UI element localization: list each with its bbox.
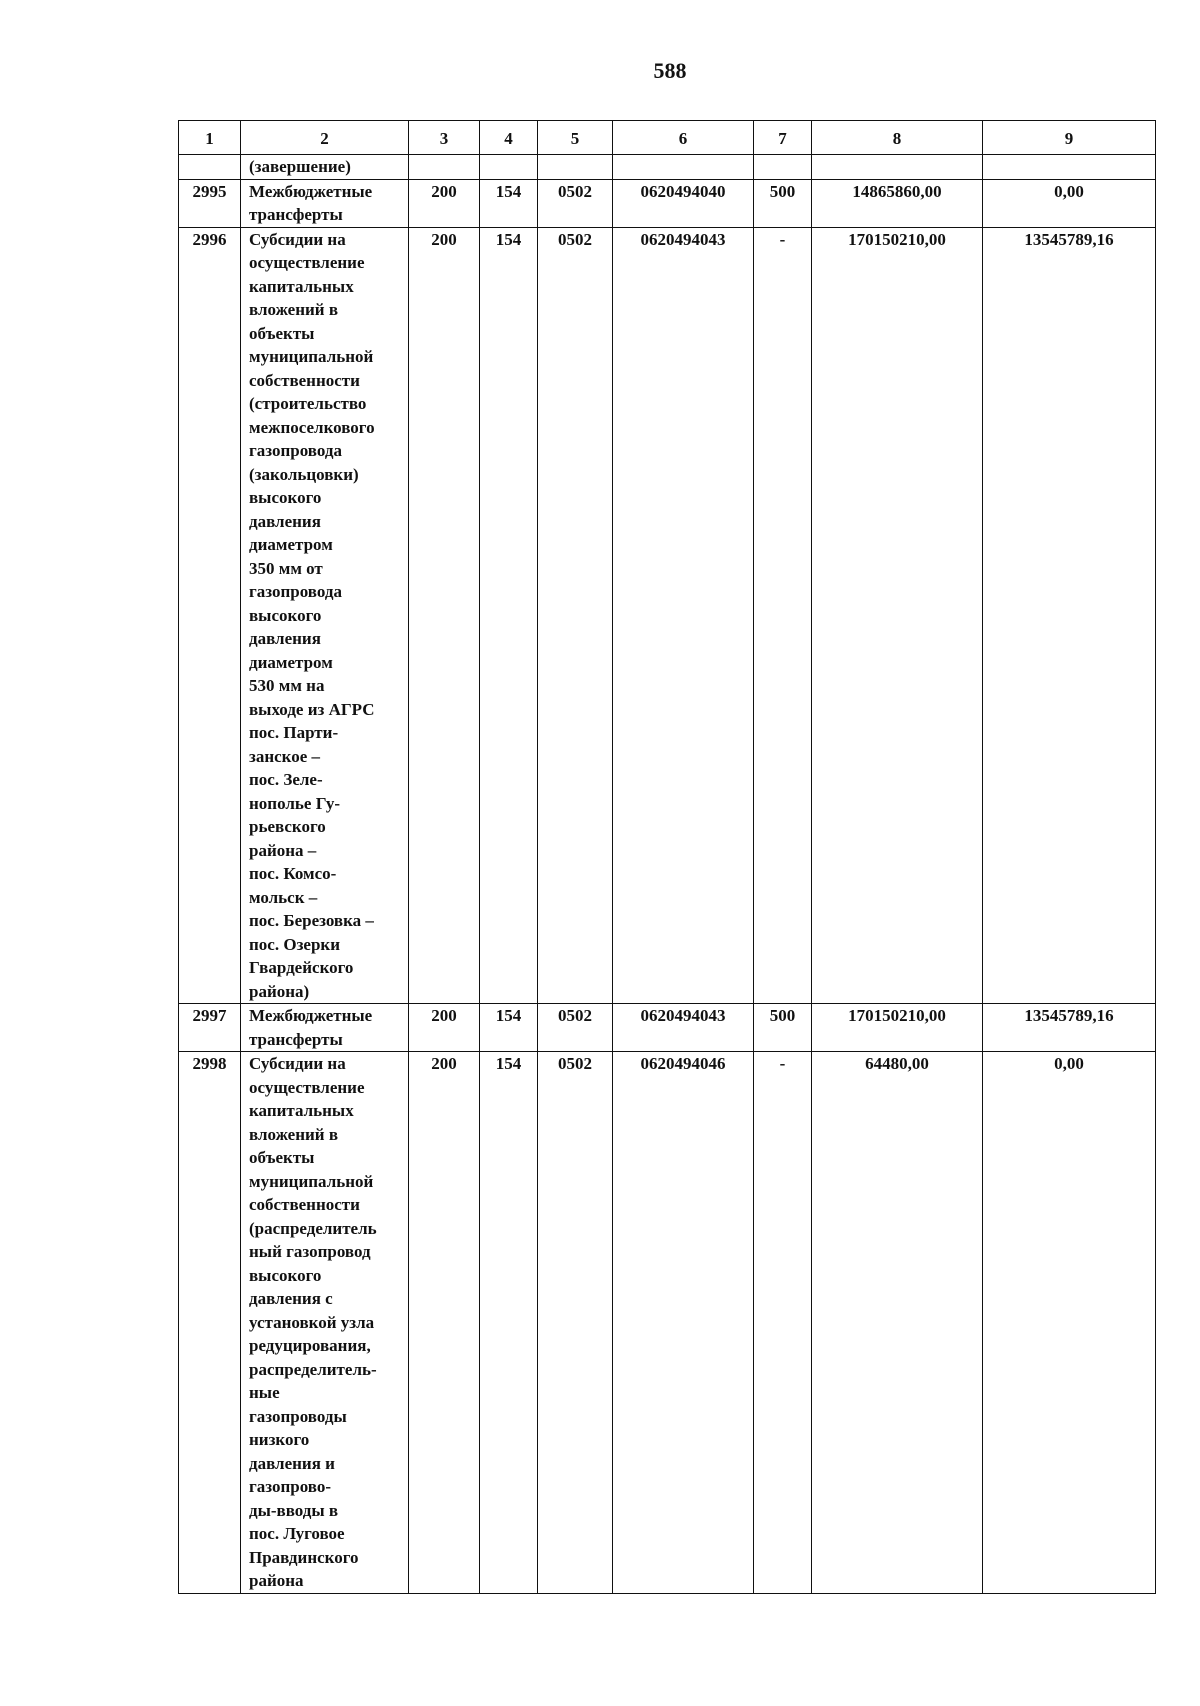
row-id: 2995 (179, 179, 241, 227)
header-cell-8: 8 (812, 121, 983, 155)
header-cell-7: 7 (754, 121, 812, 155)
row-col8: 14865860,00 (812, 179, 983, 227)
row-id: 2998 (179, 1052, 241, 1594)
header-cell-5: 5 (538, 121, 613, 155)
empty-cell (613, 155, 754, 180)
header-cell-2: 2 (241, 121, 409, 155)
header-cell-3: 3 (409, 121, 480, 155)
header-cell-6: 6 (613, 121, 754, 155)
row-col9: 0,00 (983, 1052, 1156, 1594)
row-col8: 170150210,00 (812, 1004, 983, 1052)
header-cell-9: 9 (983, 121, 1156, 155)
row-col3: 200 (409, 179, 480, 227)
row-name: Субсидии на осуществление капитальных вложений в объекты муниципальной собственности (распределитель ный газопровод высокого давления с установкой узла редуцирования, распределитель- ные газопроводы низкого давления и газопрово- ды-вводы в пос. Луговое Правдинского района (241, 1052, 409, 1594)
empty-cell (983, 155, 1156, 180)
table-row (179, 1004, 1156, 1052)
row-name: Межбюджетные трансферты (241, 1004, 409, 1052)
continuation-cell-empty (179, 155, 241, 180)
table-row (179, 227, 1156, 1004)
page-number: 588 (653, 58, 687, 83)
row-col6: 0620494043 (613, 227, 754, 1004)
header-row (179, 121, 1156, 155)
row-id: 2997 (179, 1004, 241, 1052)
row-col3: 200 (409, 227, 480, 1004)
empty-cell (538, 155, 613, 180)
row-col8: 170150210,00 (812, 227, 983, 1004)
row-name: Межбюджетные трансферты (241, 179, 409, 227)
row-col4: 154 (480, 1004, 538, 1052)
header-cell-1: 1 (179, 121, 241, 155)
row-col3: 200 (409, 1004, 480, 1052)
header-cell-4: 4 (480, 121, 538, 155)
empty-cell (480, 155, 538, 180)
row-col7: 500 (754, 1004, 812, 1052)
continuation-label: (завершение) (241, 155, 409, 180)
row-col4: 154 (480, 179, 538, 227)
empty-cell (409, 155, 480, 180)
row-col9: 13545789,16 (983, 1004, 1156, 1052)
row-col5: 0502 (538, 1004, 613, 1052)
row-col4: 154 (480, 1052, 538, 1594)
row-col5: 0502 (538, 1052, 613, 1594)
empty-cell (754, 155, 812, 180)
row-col7: - (754, 227, 812, 1004)
empty-cell (812, 155, 983, 180)
row-col9: 0,00 (983, 179, 1156, 227)
row-col6: 0620494043 (613, 1004, 754, 1052)
row-col6: 0620494040 (613, 179, 754, 227)
row-col3: 200 (409, 1052, 480, 1594)
row-name: Субсидии на осуществление капитальных вложений в объекты муниципальной собственности (строительство межпоселкового газопровода (закольцовки) высокого давления диаметром 350 мм от газопровода высокого давления диаметром 530 мм на выходе из АГРС пос. Парти- занское – пос. Зеле- нополье Гу- рьевского района – пос. Комсо- мольск – пос. Березовка – пос. Озерки Гвардейского района) (241, 227, 409, 1004)
row-col8: 64480,00 (812, 1052, 983, 1594)
row-col7: - (754, 1052, 812, 1594)
row-col5: 0502 (538, 179, 613, 227)
continuation-row (179, 155, 1156, 180)
row-col4: 154 (480, 227, 538, 1004)
table-row (179, 179, 1156, 227)
row-id: 2996 (179, 227, 241, 1004)
table-row (179, 1052, 1156, 1594)
row-col6: 0620494046 (613, 1052, 754, 1594)
row-col7: 500 (754, 179, 812, 227)
row-col9: 13545789,16 (983, 227, 1156, 1004)
budget-table (178, 120, 1156, 1594)
row-col5: 0502 (538, 227, 613, 1004)
